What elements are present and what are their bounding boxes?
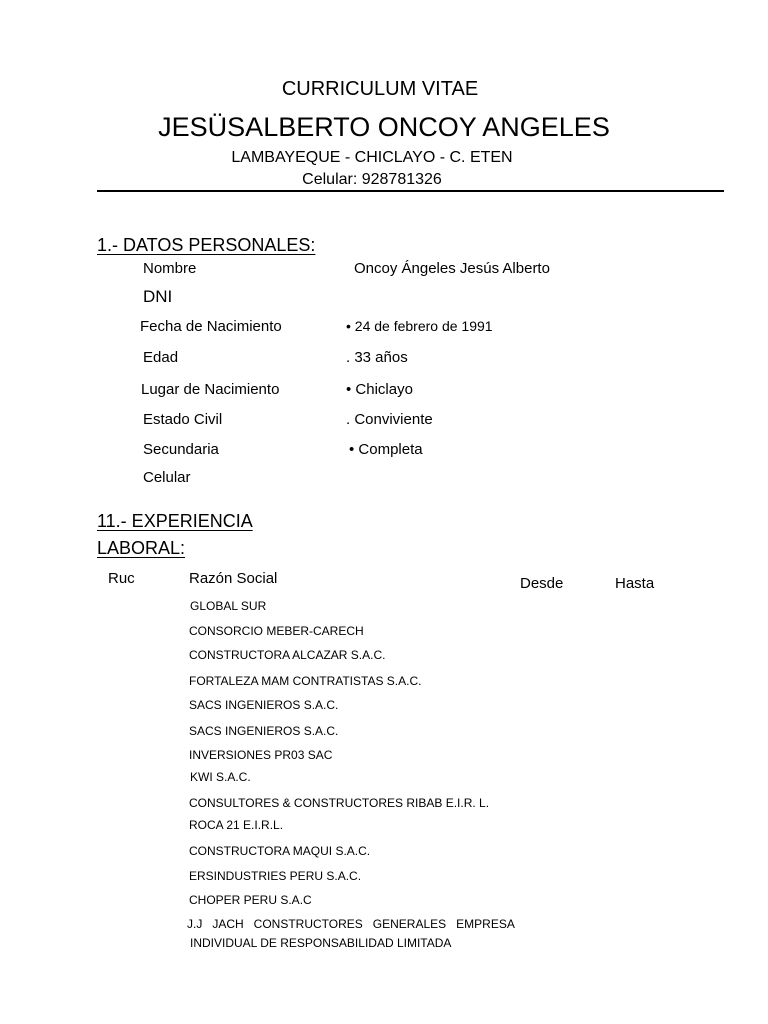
label-lugar-nacimiento: Lugar de Nacimiento [141,381,280,398]
label-estado-civil: Estado Civil [143,411,223,428]
value-fecha-nacimiento: • 24 de febrero de 1991 [346,318,493,334]
experience-heading-line1: 11.- EXPERIENCIA [97,511,253,531]
label-edad: Edad [143,349,179,366]
company-item: KWI S.A.C. [190,770,251,784]
personal-data-heading: 1.- DATOS PERSONALES: [97,235,316,255]
label-dni: DNI [143,287,173,306]
header-divider [97,190,724,192]
candidate-name: JESÜSALBERTO ONCOY ANGELES [158,112,610,142]
company-item: CONSTRUCTORA MAQUI S.A.C. [189,844,371,858]
label-nombre: Nombre [143,260,197,277]
experience-heading-line2: LABORAL: [97,538,186,558]
value-estado-civil: . Conviviente [346,411,433,428]
label-secundaria: Secundaria [143,441,219,458]
company-item: ERSINDUSTRIES PERU S.A.C. [189,869,362,883]
column-desde: Desde [520,575,564,592]
company-item: J.J JACH CONSTRUCTORES GENERALES EMPRESA [187,917,515,931]
value-edad: . 33 años [346,349,408,366]
column-ruc: Ruc [108,570,135,587]
company-item: SACS INGENIEROS S.A.C. [189,698,339,712]
value-lugar-nacimiento: • Chiclayo [346,381,413,398]
company-item: CONSULTORES & CONSTRUCTORES RIBAB E.I.R. L. [189,796,490,810]
candidate-location: LAMBAYEQUE - CHICLAYO - C. ETEN [231,149,513,166]
company-item: ROCA 21 E.I.R.L. [189,818,284,832]
company-item: CONSORCIO MEBER-CARECH [189,624,364,638]
company-item: SACS INGENIEROS S.A.C. [189,724,339,738]
company-item: GLOBAL SUR [190,599,267,613]
value-secundaria: • Completa [349,441,423,458]
column-hasta: Hasta [615,575,655,592]
value-nombre: Oncoy Ángeles Jesús Alberto [354,260,550,277]
company-item: INDIVIDUAL DE RESPONSABILIDAD LIMITADA [190,936,452,950]
label-fecha-nacimiento: Fecha de Nacimiento [140,318,282,335]
company-item: CHOPER PERU S.A.C [189,893,312,907]
document-type: CURRICULUM VITAE [281,78,479,100]
company-item: FORTALEZA MAM CONTRATISTAS S.A.C. [189,674,422,688]
column-razon-social: Razón Social [189,570,278,587]
company-item: CONSTRUCTORA ALCAZAR S.A.C. [189,648,386,662]
candidate-phone: Celular: 928781326 [302,171,442,188]
company-item: INVERSIONES PR03 SAC [189,748,333,762]
label-celular: Celular [143,469,191,486]
